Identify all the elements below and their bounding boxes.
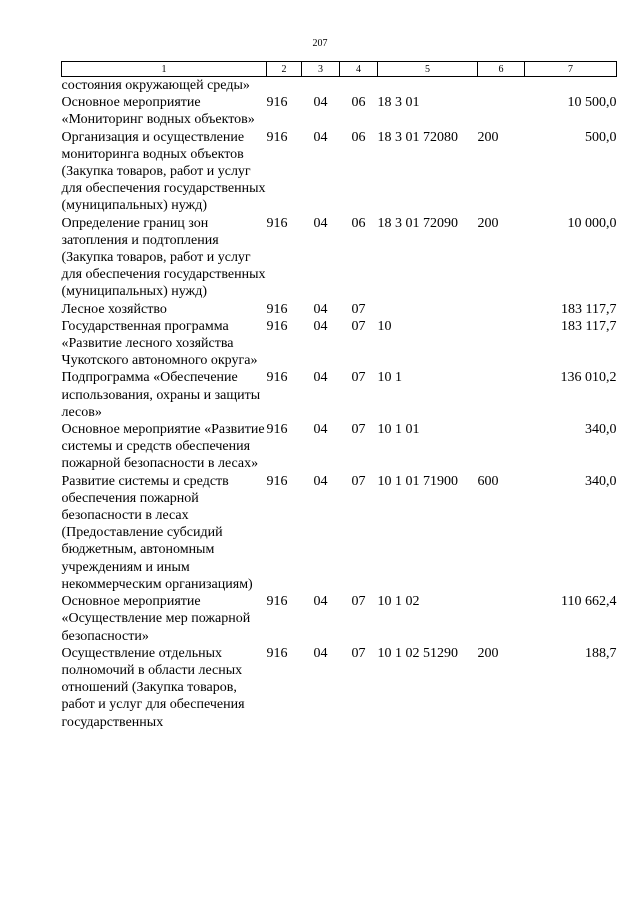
amount: 183 117,7 bbox=[561, 318, 617, 334]
expense-type-code bbox=[478, 77, 525, 95]
row-name: Государственная программа «Развитие лесного хозяйства Чукотского автономного округа» bbox=[61, 318, 258, 369]
expense-type-code: 200 bbox=[477, 645, 499, 661]
subsection-code: 07 bbox=[351, 422, 366, 438]
expense-type-code bbox=[478, 593, 525, 645]
ministry-code: 916 bbox=[266, 370, 288, 386]
section-code: 04 bbox=[313, 473, 328, 489]
column-header-5: 5 bbox=[378, 62, 478, 77]
expense-type-code: 600 bbox=[477, 473, 499, 489]
header-row bbox=[62, 62, 617, 77]
table-row bbox=[62, 215, 617, 301]
expense-type-code bbox=[478, 369, 525, 421]
section-code: 04 bbox=[313, 318, 328, 334]
column-header-3: 3 bbox=[302, 62, 340, 77]
target-article-code: 10 bbox=[377, 318, 392, 334]
row-name: Организация и осуществление мониторинга водных объектов (Закупка товаров, работ и услуг для обеспечения государственных (муниципальных) нужд) bbox=[61, 129, 266, 214]
ministry-code: 916 bbox=[266, 301, 288, 317]
ministry-code: 916 bbox=[266, 95, 288, 111]
section-code: 04 bbox=[313, 129, 328, 145]
ministry-code: 916 bbox=[266, 129, 288, 145]
table-row bbox=[62, 369, 617, 421]
table-row bbox=[62, 77, 617, 95]
amount: 340,0 bbox=[585, 422, 617, 438]
column-header-7: 7 bbox=[525, 62, 617, 77]
amount: 136 010,2 bbox=[560, 370, 617, 386]
row-name: Осуществление отдельных полномочий в области лесных отношений (Закупка товаров, работ и услуг для обеспечения государственных bbox=[61, 645, 245, 730]
expense-type-code bbox=[478, 301, 525, 318]
table-row bbox=[62, 421, 617, 473]
subsection-code: 06 bbox=[351, 95, 366, 111]
subsection-code: 07 bbox=[351, 370, 366, 386]
row-name: Определение границ зон затопления и подтопления (Закупка товаров, работ и услуг для обеспечения государственных (муниципальных) нужд) bbox=[61, 215, 266, 300]
ministry-code: 916 bbox=[266, 318, 288, 334]
amount: 500,0 bbox=[585, 129, 617, 145]
target-article-code bbox=[378, 77, 478, 95]
row-name: Основное мероприятие «Мониторинг водных объектов» bbox=[61, 95, 255, 128]
section-code: 04 bbox=[313, 370, 328, 386]
target-article-code: 18 3 01 72090 bbox=[377, 215, 458, 231]
section-code: 04 bbox=[313, 645, 328, 661]
amount: 340,0 bbox=[585, 473, 617, 489]
subsection-code bbox=[340, 77, 378, 95]
section-code: 04 bbox=[313, 215, 328, 231]
column-header-4: 4 bbox=[340, 62, 378, 77]
section-code: 04 bbox=[313, 422, 328, 438]
expense-type-code: 200 bbox=[477, 215, 499, 231]
amount: 10 500,0 bbox=[567, 95, 617, 111]
table-row bbox=[62, 593, 617, 645]
subsection-code: 07 bbox=[351, 645, 366, 661]
row-name: Лесное хозяйство bbox=[61, 301, 167, 317]
target-article-code: 18 3 01 bbox=[377, 95, 420, 111]
ministry-code bbox=[267, 77, 302, 95]
ministry-code: 916 bbox=[266, 594, 288, 610]
row-name: Основное мероприятие «Развитие системы и средств обеспечения пожарной безопасности в лесах» bbox=[61, 422, 265, 472]
ministry-code: 916 bbox=[266, 422, 288, 438]
column-header-6: 6 bbox=[478, 62, 525, 77]
expense-type-code bbox=[478, 318, 525, 370]
section-code bbox=[302, 77, 340, 95]
row-name: Подпрограмма «Обеспечение использования, охраны и защиты лесов» bbox=[61, 370, 261, 420]
column-header-2: 2 bbox=[267, 62, 302, 77]
ministry-code: 916 bbox=[266, 645, 288, 661]
table-row bbox=[62, 645, 617, 731]
amount: 183 117,7 bbox=[561, 301, 617, 317]
amount: 188,7 bbox=[585, 645, 617, 661]
row-name: Основное мероприятие «Осуществление мер пожарной безопасности» bbox=[61, 594, 251, 644]
target-article-code: 10 1 01 71900 bbox=[377, 473, 458, 489]
expense-type-code bbox=[478, 421, 525, 473]
budget-table bbox=[61, 61, 617, 731]
subsection-code: 06 bbox=[351, 215, 366, 231]
ministry-code: 916 bbox=[266, 473, 288, 489]
table-row bbox=[62, 318, 617, 370]
table-row bbox=[62, 94, 617, 128]
table-row bbox=[62, 473, 617, 593]
subsection-code: 07 bbox=[351, 473, 366, 489]
amount: 110 662,4 bbox=[561, 594, 617, 610]
target-article-code: 10 1 bbox=[377, 370, 402, 386]
amount bbox=[525, 77, 617, 95]
target-article-code: 10 1 01 bbox=[377, 422, 420, 438]
section-code: 04 bbox=[313, 594, 328, 610]
subsection-code: 06 bbox=[351, 129, 366, 145]
subsection-code: 07 bbox=[351, 594, 366, 610]
row-name: состояния окружающей среды» bbox=[61, 78, 250, 93]
subsection-code: 07 bbox=[351, 318, 366, 334]
amount: 10 000,0 bbox=[567, 215, 617, 231]
page-number: 207 bbox=[312, 38, 328, 49]
target-article-code: 18 3 01 72080 bbox=[377, 129, 458, 145]
table-row bbox=[62, 301, 617, 318]
table-row bbox=[62, 129, 617, 215]
expense-type-code bbox=[478, 94, 525, 128]
subsection-code: 07 bbox=[351, 301, 366, 317]
section-code: 04 bbox=[313, 301, 328, 317]
ministry-code: 916 bbox=[266, 215, 288, 231]
target-article-code bbox=[378, 301, 478, 318]
target-article-code: 10 1 02 bbox=[377, 594, 420, 610]
expense-type-code: 200 bbox=[477, 129, 499, 145]
row-name: Развитие системы и средств обеспечения пожарной безопасности в лесах (Предоставление субсидий бюджетным, автономным учреждениям и иным некоммерческим организациям) bbox=[61, 473, 253, 592]
target-article-code: 10 1 02 51290 bbox=[377, 645, 458, 661]
section-code: 04 bbox=[313, 95, 328, 111]
column-header-1: 1 bbox=[62, 62, 267, 77]
